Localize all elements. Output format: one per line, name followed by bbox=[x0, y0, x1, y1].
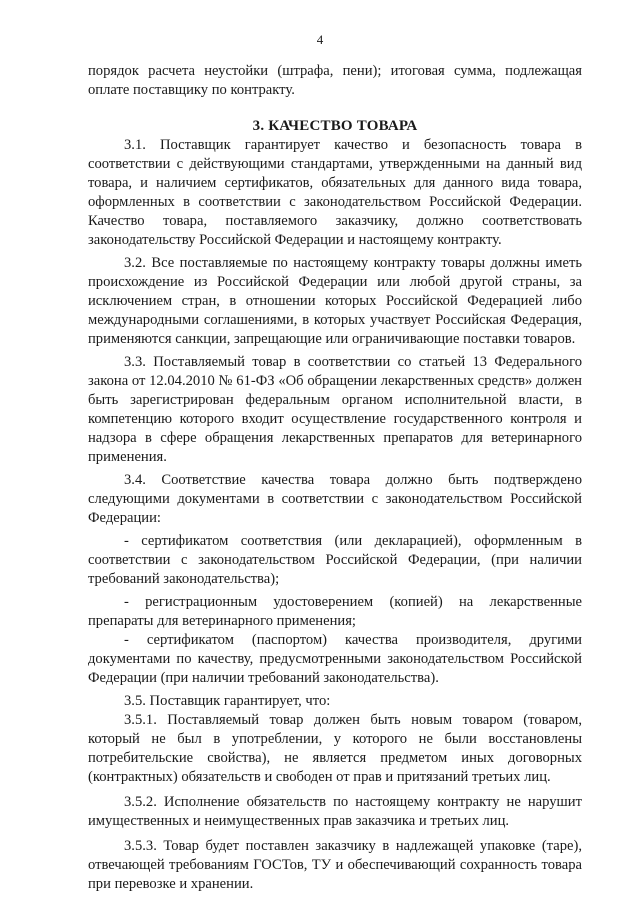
list-item-certificate: - сертификатом соответствия (или декларацией), оформленным в соответствии с законодательством Российской Федерации, (при наличии требований законодательства); bbox=[88, 533, 582, 587]
paragraph-3-5: 3.5. Поставщик гарантирует, что: bbox=[124, 693, 331, 709]
paragraph-3-3: 3.3. Поставляемый товар в соответствии со статьей 13 Федерального закона от 12.04.2010 № 61-ФЗ «Об обращении лекарственных средств» должен быть зарегистрирован федеральным органом исполнительной власти, в компетенцию которого входит осуществление государственного контроля и надзора в сфере обращения лекарственных препаратов для ветеринарного применения. bbox=[88, 354, 582, 465]
paragraph-3-2: 3.2. Все поставляемые по настоящему контракту товары должны иметь происхождение из Российской Федерации или любой другой страны, за исключением стран, в отношении которых Российской Федерацией либо международными соглашениями, в которых участвует Российская Федерация, применяются санкции, запрещающие или ограничивающие поставки товаров. bbox=[88, 255, 582, 347]
intro-paragraph: порядок расчета неустойки (штрафа, пени); итоговая сумма, подлежащая оплате поставщику по контракту. bbox=[88, 63, 582, 98]
paragraph-3-4: 3.4. Соответствие качества товара должно быть подтверждено следующими документами в соответствии с законодательством Российской Федерации: bbox=[88, 472, 582, 526]
paragraph-3-5-3: 3.5.3. Товар будет поставлен заказчику в надлежащей упаковке (таре), отвечающей требованиям ГОСТов, ТУ и обеспечивающий сохранность товара при перевозке и хранении. bbox=[88, 838, 582, 892]
paragraph-3-1: 3.1. Поставщик гарантирует качество и безопасность товара в соответствии с действующими стандартами, утвержденными на данный вид товара, и наличием сертификатов, обязательных для данного вида товара, оформленных в соответствии с законодательством Российской Федерации. Качество товара, поставляемого заказчику, должно соответствовать законодательству Российской Федерации и настоящему контракту. bbox=[88, 137, 582, 248]
list-item-quality-passport: - сертификатом (паспортом) качества производителя, другими документами по качеству, предусмотренными законодательством Российской Федерации (при наличии требований законодательства). bbox=[88, 632, 582, 686]
paragraph-3-5-1: 3.5.1. Поставляемый товар должен быть новым товаром (товаром, который не был в употреблении, у которого не были восстановлены потребительские свойства), не является предметом иных договорных (контрактных) обязательств и свободен от прав и притязаний третьих лиц. bbox=[88, 712, 582, 785]
page-number: 4 bbox=[316, 32, 324, 47]
document-body bbox=[88, 62, 582, 894]
paragraph-3-5-2: 3.5.2. Исполнение обязательств по настоящему контракту не нарушит имущественных и неимущественных прав заказчика и третьих лиц. bbox=[88, 794, 582, 829]
section-title: 3. КАЧЕСТВО ТОВАРА bbox=[252, 118, 418, 134]
list-item-registration: - регистрационным удостоверением (копией) на лекарственные препараты для ветеринарного применения; bbox=[88, 594, 582, 629]
